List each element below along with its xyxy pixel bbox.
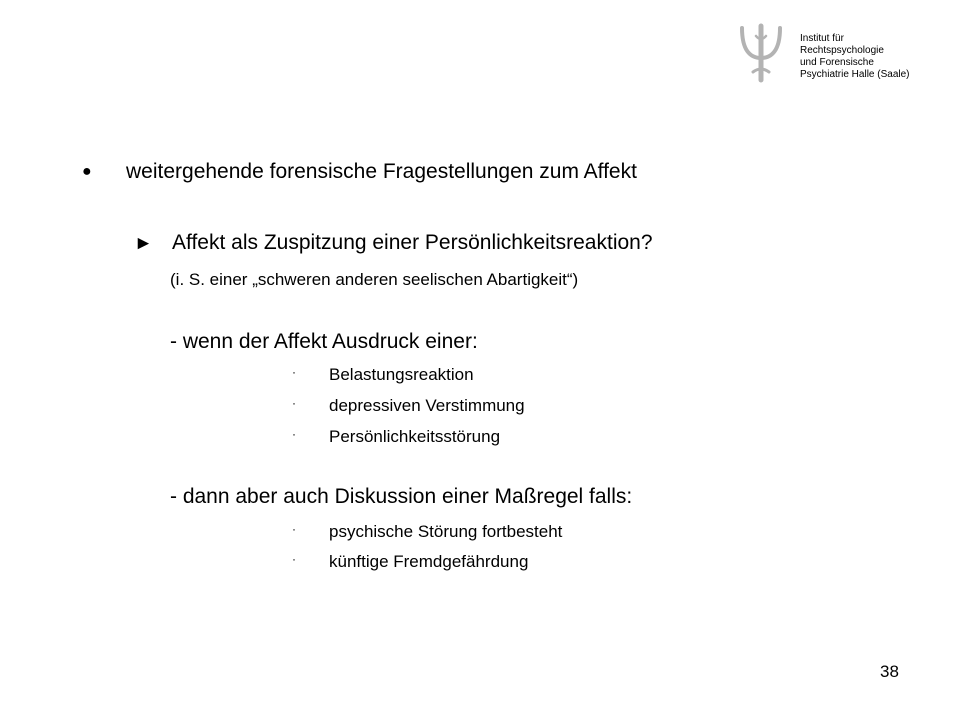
list-item (292, 396, 525, 416)
institute-line: Psychiatrie Halle (Saale) (800, 69, 910, 80)
list-item-text: Persönlichkeitsstörung (329, 427, 501, 446)
main-bullet-item (82, 160, 637, 184)
list-item (292, 365, 474, 385)
sub-bullet-icon: · (292, 365, 296, 379)
list-item-text: Belastungsreaktion (329, 365, 474, 384)
main-bullet-text: weitergehende forensische Fragestellungen zum Affekt (126, 160, 637, 183)
institute-line: Rechtspsychologie (800, 45, 884, 56)
list-item (292, 552, 528, 572)
list-item-text: künftige Fremdgefährdung (329, 552, 529, 571)
sub-bullet-icon: · (292, 427, 296, 441)
bullet-icon: ● (82, 163, 92, 180)
institute-line: Institut für (800, 33, 844, 44)
condition-heading: - wenn der Affekt Ausdruck einer: (170, 330, 478, 353)
list-item-text: psychische Störung fortbesteht (329, 522, 563, 541)
list-item (292, 427, 500, 447)
consequence-heading: - dann aber auch Diskussion einer Maßregel falls: (170, 485, 633, 508)
arrow-icon: ► (134, 233, 153, 254)
page-number: 38 (880, 662, 899, 681)
question-item (134, 231, 653, 255)
sub-bullet-icon: · (292, 396, 296, 410)
list-item (292, 522, 562, 542)
question-note: (i. S. einer „schweren anderen seelischen Abartigkeit“) (170, 270, 579, 289)
list-item-text: depressiven Verstimmung (329, 396, 525, 415)
psi-icon (736, 22, 786, 84)
institute-line: und Forensische (800, 57, 874, 68)
institute-name (800, 33, 910, 81)
question-text: Affekt als Zuspitzung einer Persönlichkeitsreaktion? (172, 231, 653, 254)
sub-bullet-icon: · (292, 552, 296, 566)
sub-bullet-icon: · (292, 522, 296, 536)
